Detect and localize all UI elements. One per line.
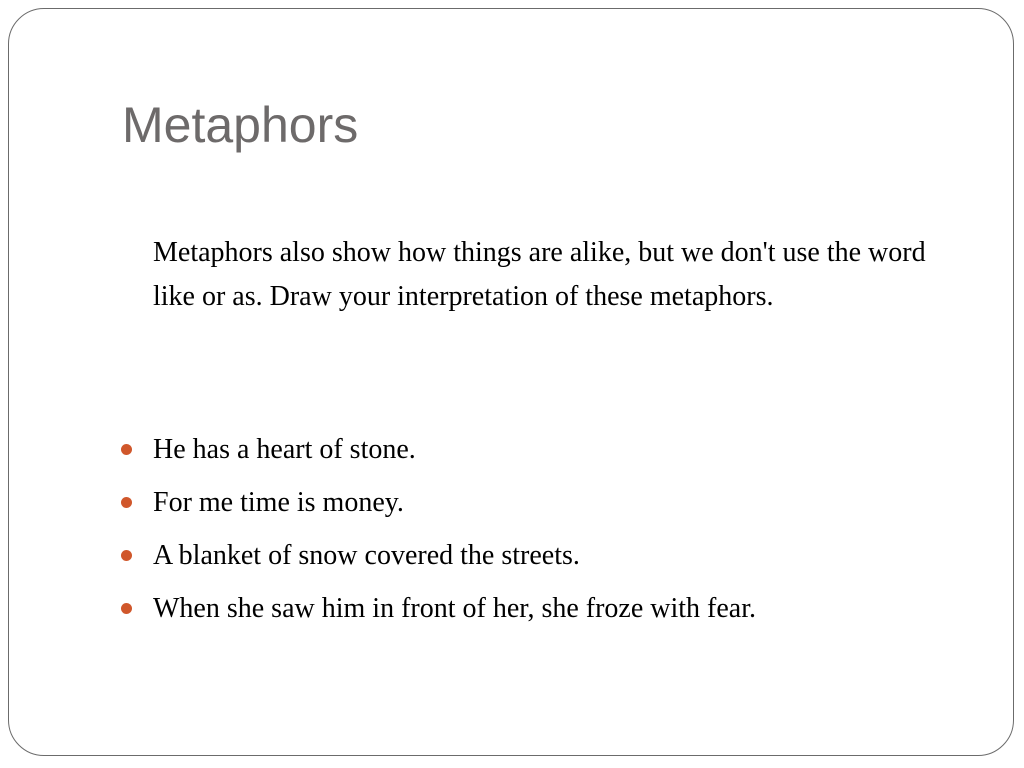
bullet-text: When she saw him in front of her, she froze with fear.	[153, 592, 757, 624]
bullet-text: For me time is money.	[153, 486, 404, 518]
bullet-text: He has a heart of stone.	[153, 433, 416, 465]
list-item	[121, 476, 756, 529]
bullet-icon	[121, 497, 132, 508]
list-item	[121, 529, 756, 582]
bullet-icon	[121, 603, 132, 614]
intro-paragraph: Metaphors also show how things are alike, but we don't use the word like or as. Draw your interpretation of these metaphors.	[153, 237, 926, 312]
slide-title: Metaphors	[122, 97, 359, 153]
list-item	[121, 423, 756, 476]
bullet-list	[121, 423, 756, 635]
slide	[8, 8, 1014, 756]
bullet-icon	[121, 550, 132, 561]
bullet-text: A blanket of snow covered the streets.	[153, 539, 580, 571]
list-item	[121, 582, 756, 635]
bullet-icon	[121, 444, 132, 455]
